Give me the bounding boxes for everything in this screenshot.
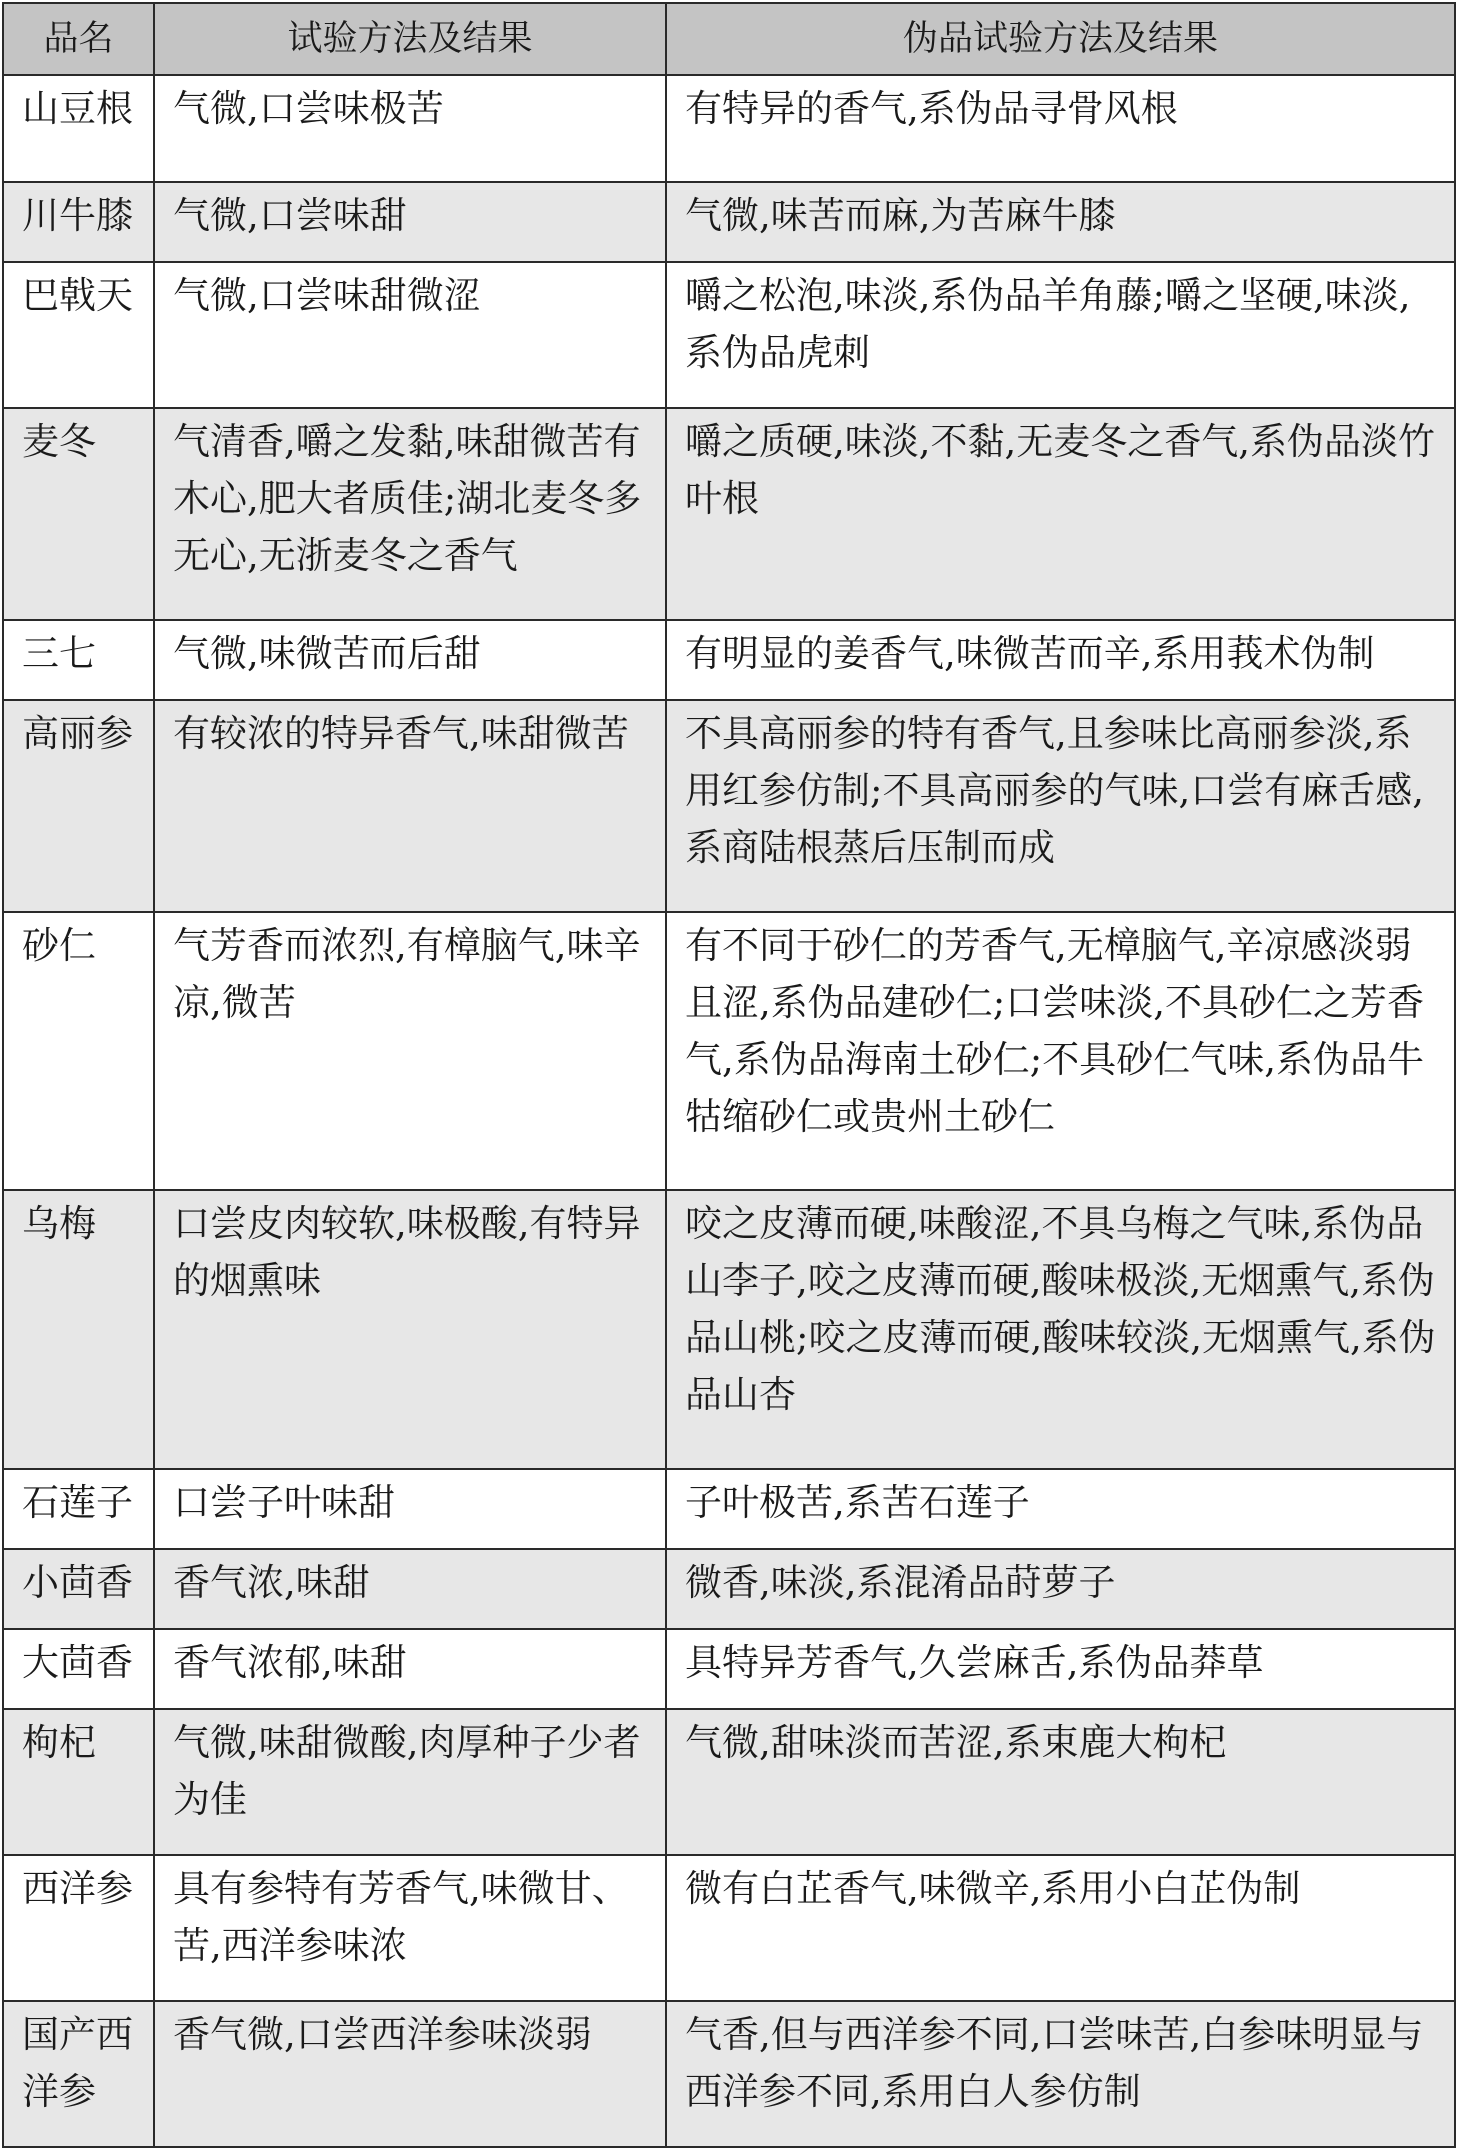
fake-method-result-cell: 微有白芷香气,味微辛,系用小白芷伪制 — [666, 1855, 1455, 2001]
herb-name-cell: 高丽参 — [3, 700, 154, 912]
herb-name-cell: 大茴香 — [3, 1629, 154, 1709]
fake-method-result-cell: 有不同于砂仁的芳香气,无樟脑气,辛凉感淡弱且涩,系伪品建砂仁;口尝味淡,不具砂仁之芳香气,系伪品海南土砂仁;不具砂仁气味,系伪品牛牯缩砂仁或贵州土砂仁 — [666, 912, 1455, 1190]
herb-name-cell: 西洋参 — [3, 1855, 154, 2001]
herb-name-cell: 乌梅 — [3, 1190, 154, 1468]
fake-method-result-cell: 有特异的香气,系伪品寻骨风根 — [666, 75, 1455, 182]
method-result-cell: 口尝皮肉较软,味极酸,有特异的烟熏味 — [154, 1190, 666, 1468]
table-row — [3, 1190, 1455, 1468]
method-result-cell: 气微,口尝味甜微涩 — [154, 262, 666, 408]
table-row — [3, 700, 1455, 912]
method-result-cell: 气微,口尝味甜 — [154, 182, 666, 262]
method-result-cell: 香气浓,味甜 — [154, 1549, 666, 1629]
herb-name-cell: 国产西洋参 — [3, 2001, 154, 2147]
method-result-cell: 气芳香而浓烈,有樟脑气,味辛凉,微苦 — [154, 912, 666, 1190]
herb-name-cell: 小茴香 — [3, 1549, 154, 1629]
table-row — [3, 2001, 1455, 2147]
fake-method-result-cell: 气香,但与西洋参不同,口尝味苦,白参味明显与西洋参不同,系用白人参仿制 — [666, 2001, 1455, 2147]
method-result-cell: 有较浓的特异香气,味甜微苦 — [154, 700, 666, 912]
fake-method-result-cell: 嚼之质硬,味淡,不黏,无麦冬之香气,系伪品淡竹叶根 — [666, 408, 1455, 620]
method-result-cell: 具有参特有芳香气,味微甘、苦,西洋参味浓 — [154, 1855, 666, 2001]
method-result-cell: 香气浓郁,味甜 — [154, 1629, 666, 1709]
table-header-row — [3, 3, 1455, 75]
fake-method-result-cell: 子叶极苦,系苦石莲子 — [666, 1469, 1455, 1549]
herb-name-cell: 巴戟天 — [3, 262, 154, 408]
fake-method-result-cell: 咬之皮薄而硬,味酸涩,不具乌梅之气味,系伪品山李子,咬之皮薄而硬,酸味极淡,无烟熏气,系伪品山桃;咬之皮薄而硬,酸味较淡,无烟熏气,系伪品山杏 — [666, 1190, 1455, 1468]
herb-name-cell: 石莲子 — [3, 1469, 154, 1549]
table-row — [3, 1855, 1455, 2001]
fake-method-result-cell: 不具高丽参的特有香气,且参味比高丽参淡,系用红参仿制;不具高丽参的气味,口尝有麻舌感,系商陆根蒸后压制而成 — [666, 700, 1455, 912]
method-result-cell: 香气微,口尝西洋参味淡弱 — [154, 2001, 666, 2147]
method-result-cell: 气微,口尝味极苦 — [154, 75, 666, 182]
method-result-cell: 气微,味微苦而后甜 — [154, 620, 666, 700]
method-result-cell: 口尝子叶味甜 — [154, 1469, 666, 1549]
fake-method-result-cell: 有明显的姜香气,味微苦而辛,系用莪术伪制 — [666, 620, 1455, 700]
herb-name-cell: 枸杞 — [3, 1709, 154, 1855]
fake-method-result-cell: 微香,味淡,系混淆品莳萝子 — [666, 1549, 1455, 1629]
herb-name-cell: 山豆根 — [3, 75, 154, 182]
table-row — [3, 1469, 1455, 1549]
herb-name-cell: 砂仁 — [3, 912, 154, 1190]
table-row — [3, 182, 1455, 262]
fake-method-result-cell: 气微,甜味淡而苦涩,系束鹿大枸杞 — [666, 1709, 1455, 1855]
table-row — [3, 620, 1455, 700]
table-row — [3, 408, 1455, 620]
method-result-cell: 气微,味甜微酸,肉厚种子少者为佳 — [154, 1709, 666, 1855]
fake-method-result-cell: 气微,味苦而麻,为苦麻牛膝 — [666, 182, 1455, 262]
herb-name-cell: 川牛膝 — [3, 182, 154, 262]
table-row — [3, 262, 1455, 408]
table-row — [3, 1629, 1455, 1709]
header-fake-method: 伪品试验方法及结果 — [666, 3, 1455, 75]
herb-identification-table — [2, 2, 1456, 2148]
table-row — [3, 75, 1455, 182]
header-name: 品名 — [3, 3, 154, 75]
table-row — [3, 1709, 1455, 1855]
header-method: 试验方法及结果 — [154, 3, 666, 75]
herb-name-cell: 三七 — [3, 620, 154, 700]
table-row — [3, 1549, 1455, 1629]
herb-name-cell: 麦冬 — [3, 408, 154, 620]
fake-method-result-cell: 嚼之松泡,味淡,系伪品羊角藤;嚼之坚硬,味淡,系伪品虎刺 — [666, 262, 1455, 408]
method-result-cell: 气清香,嚼之发黏,味甜微苦有木心,肥大者质佳;湖北麦冬多无心,无浙麦冬之香气 — [154, 408, 666, 620]
table-body — [3, 75, 1455, 2147]
table-row — [3, 912, 1455, 1190]
fake-method-result-cell: 具特异芳香气,久尝麻舌,系伪品莽草 — [666, 1629, 1455, 1709]
